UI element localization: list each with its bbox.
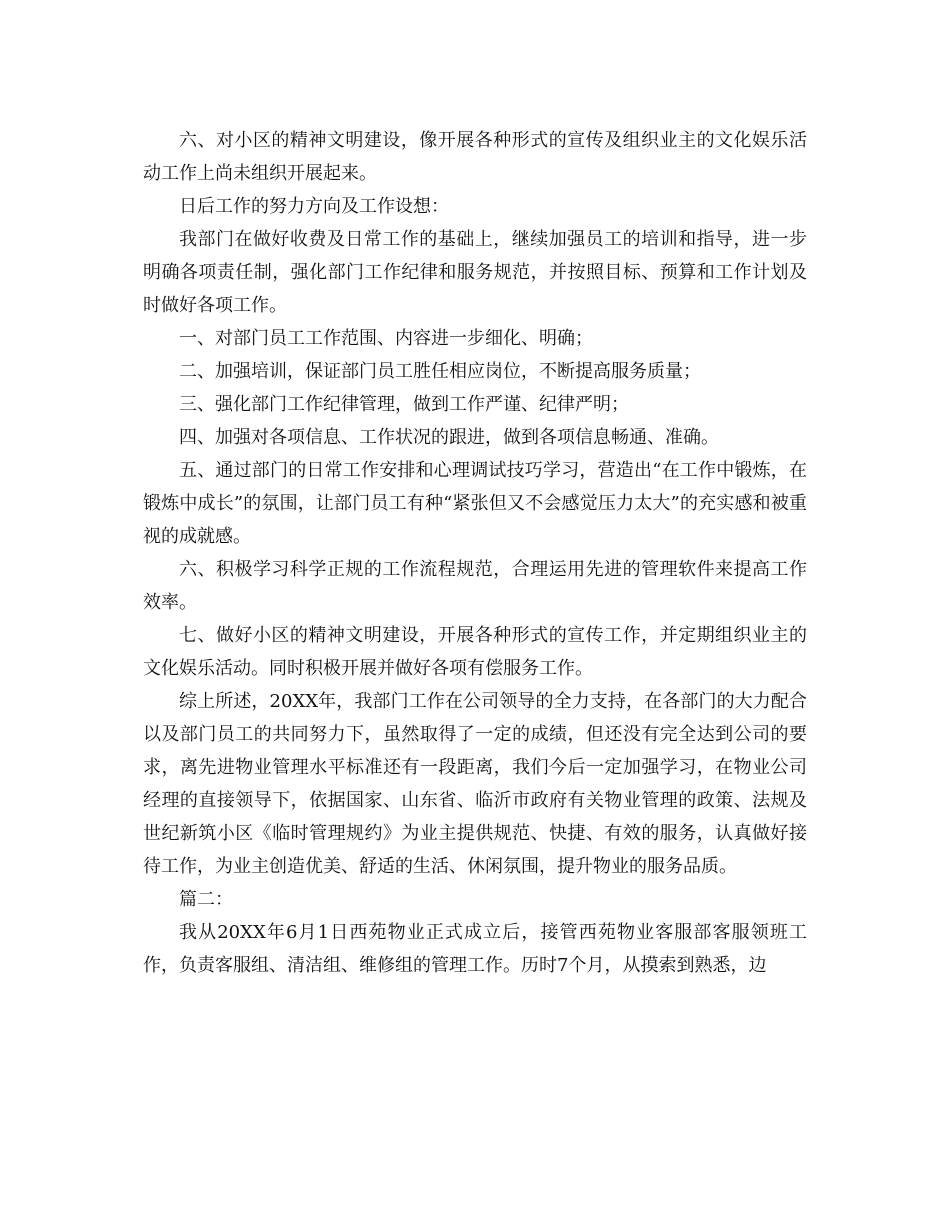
paragraph-4: 一、对部门员工工作范围、内容进一步细化、明确； — [179, 328, 593, 349]
paragraph-12: 篇二： — [179, 889, 233, 910]
paragraph-7: 四、加强对各项信息、工作状况的跟进，做到各项信息畅通、准确。 — [179, 427, 719, 448]
paragraph-3: 我部门在做好收费及日常工作的基础上，继续加强员工的培训和指导，进一步明确各项责任制，强化部门工作纪律和服务规范，并按照目标、预算和工作计划及时做好各项工作。 — [143, 229, 807, 316]
paragraph-1: 六、对小区的精神文明建设，像开展各种形式的宣传及组织业主的文化娱乐活动工作上尚未组织开展起来。 — [143, 130, 807, 184]
paragraph-6: 三、强化部门工作纪律管理，做到工作严谨、纪律严明； — [179, 394, 629, 415]
paragraph-13: 我从20XX年6月1日西苑物业正式成立后，接管西苑物业客服部客服领班工作，负责客服组、清洁组、维修组的管理工作。历时7个月，从摸索到熟悉，边 — [143, 922, 807, 976]
paragraph-9: 六、积极学习科学正规的工作流程规范，合理运用先进的管理软件来提高工作效率。 — [143, 559, 807, 613]
paragraph-8: 五、通过部门的日常工作安排和心理调试技巧学习，营造出“在工作中锻炼，在锻炼中成长”的氛围，让部门员工有种“紧张但又不会感觉压力太大”的充实感和被重视的成就感。 — [143, 460, 807, 547]
paragraph-10: 七、做好小区的精神文明建设，开展各种形式的宣传工作，并定期组织业主的文化娱乐活动。同时积极开展并做好各项有偿服务工作。 — [143, 625, 807, 679]
paragraph-11: 综上所述，20XX年，我部门工作在公司领导的全力支持，在各部门的大力配合以及部门员工的共同努力下，虽然取得了一定的成绩，但还没有完全达到公司的要求，离先进物业管理水平标准还有一段距离，我们今后一定加强学习，在物业公司经理的直接领导下，依据国家、山东省、临沂市政府有关物业管理的政策、法规及世纪新筑小区《临时管理规约》为业主提供规范、快捷、有效的服务，认真做好接待工作，为业主创造优美、舒适的生活、休闲氛围，提升物业的服务品质。 — [143, 691, 807, 877]
paragraph-2: 日后工作的努力方向及工作设想： — [179, 196, 449, 217]
document-body — [143, 124, 807, 982]
paragraph-5: 二、加强培训，保证部门员工胜任相应岗位，不断提高服务质量； — [179, 361, 701, 382]
